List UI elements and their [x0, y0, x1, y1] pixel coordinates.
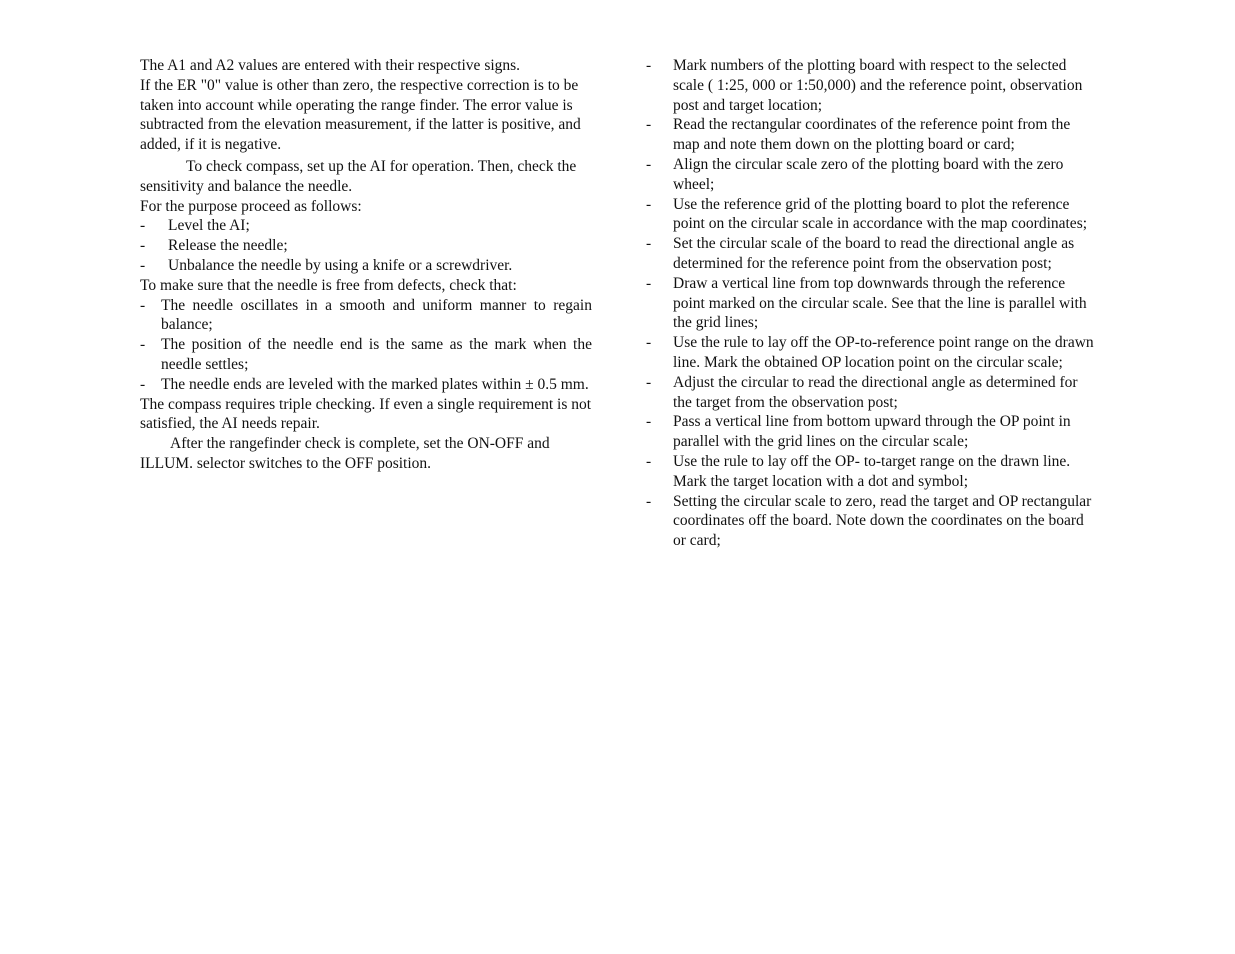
- list-item: - Set the circular scale of the board to read the directional angle as determined for the reference point from the observation post;: [646, 235, 1075, 272]
- list-item: - The needle oscillates in a smooth and uniform manner to regain balance;: [140, 296, 592, 334]
- left-column: [140, 56, 592, 474]
- list-item: - Pass a vertical line from bottom upward through the OP point in parallel with the grid lines on the circular scale;: [646, 413, 1071, 451]
- paragraph-defects: To make sure that the needle is free from defects, check that:: [140, 276, 517, 294]
- plotting-steps-list: [646, 56, 1096, 551]
- dash-marker: -: [140, 237, 146, 255]
- list-item: - Use the rule to lay off the OP- to-target range on the drawn line. Mark the target location with a dot and symbol;: [646, 452, 1071, 490]
- checks-list: [140, 296, 592, 395]
- dash-marker: -: [646, 116, 652, 134]
- right-column: [646, 56, 1096, 551]
- list-item: - The needle ends are leveled with the marked plates within ± 0.5 mm.: [140, 375, 589, 393]
- paragraph-signs: The A1 and A2 values are entered with their respective signs.: [140, 57, 521, 74]
- dash-marker: -: [646, 155, 652, 173]
- dash-marker: -: [646, 452, 652, 470]
- paragraph-er-correction: If the ER "0" value is other than zero, the respective correction is to be taken into account while operating the range finder. The error value is subtracted from the elevation measurement, if the latter is positive, and added, if it is negative.: [140, 76, 581, 154]
- list-item: - Use the reference grid of the plotting board to plot the reference point on the circular scale in accordance with the map coordinates;: [646, 195, 1088, 233]
- dash-marker: -: [646, 195, 652, 213]
- dash-marker: -: [646, 274, 652, 292]
- list-item: - Use the rule to lay off the OP-to-reference point range on the drawn line. Mark the obtained OP location point on the circular scale;: [646, 334, 1094, 371]
- dash-marker: -: [646, 57, 652, 74]
- list-item: - Unbalance the needle by using a knife or a screwdriver.: [140, 256, 513, 274]
- list-item: - Mark numbers of the plotting board with respect to the selected scale ( 1:25, 000 or 1:50,000) and the reference point, observation post and target location;: [646, 57, 1083, 114]
- list-item: - Setting the circular scale to zero, read the target and OP rectangular coordinates off the board. Note down the coordinates on the board or card;: [646, 492, 1092, 550]
- dash-marker: -: [140, 296, 146, 314]
- paragraph-purpose: For the purpose proceed as follows:: [140, 197, 362, 215]
- list-item: - Align the circular scale zero of the plotting board with the zero wheel;: [646, 155, 1064, 193]
- dash-marker: -: [140, 256, 146, 274]
- dash-marker: -: [646, 373, 652, 391]
- list-item: - Release the needle;: [140, 237, 288, 255]
- dash-marker: -: [646, 492, 652, 510]
- dash-marker: -: [646, 235, 652, 253]
- paragraph-triple-check: The compass requires triple checking. If even a single requirement is not satisfied, the AI needs repair.: [140, 395, 592, 433]
- dash-marker: -: [140, 336, 146, 354]
- paragraph-compass-check: To check compass, set up the AI for operation. Then, check the sensitivity and balance the needle.: [140, 157, 577, 195]
- list-item: - Read the rectangular coordinates of the reference point from the map and note them down on the plotting board or card;: [646, 116, 1071, 154]
- dash-marker: -: [140, 375, 146, 393]
- dash-marker: -: [140, 217, 146, 235]
- list-item: - Draw a vertical line from top downwards through the reference point marked on the circular scale. See that the line is parallel with the grid lines;: [646, 274, 1087, 332]
- steps-list: [140, 216, 592, 275]
- list-item: - The position of the needle end is the same as the mark when the needle settles;: [140, 336, 592, 373]
- dash-marker: -: [646, 334, 652, 352]
- paragraph-after-check: After the rangefinder check is complete, set the ON-OFF and ILLUM. selector switches to the OFF position.: [140, 435, 550, 472]
- list-item: - Level the AI;: [140, 217, 250, 235]
- dash-marker: -: [646, 413, 652, 431]
- list-item: - Adjust the circular to read the directional angle as determined for the target from the observation post;: [646, 373, 1078, 411]
